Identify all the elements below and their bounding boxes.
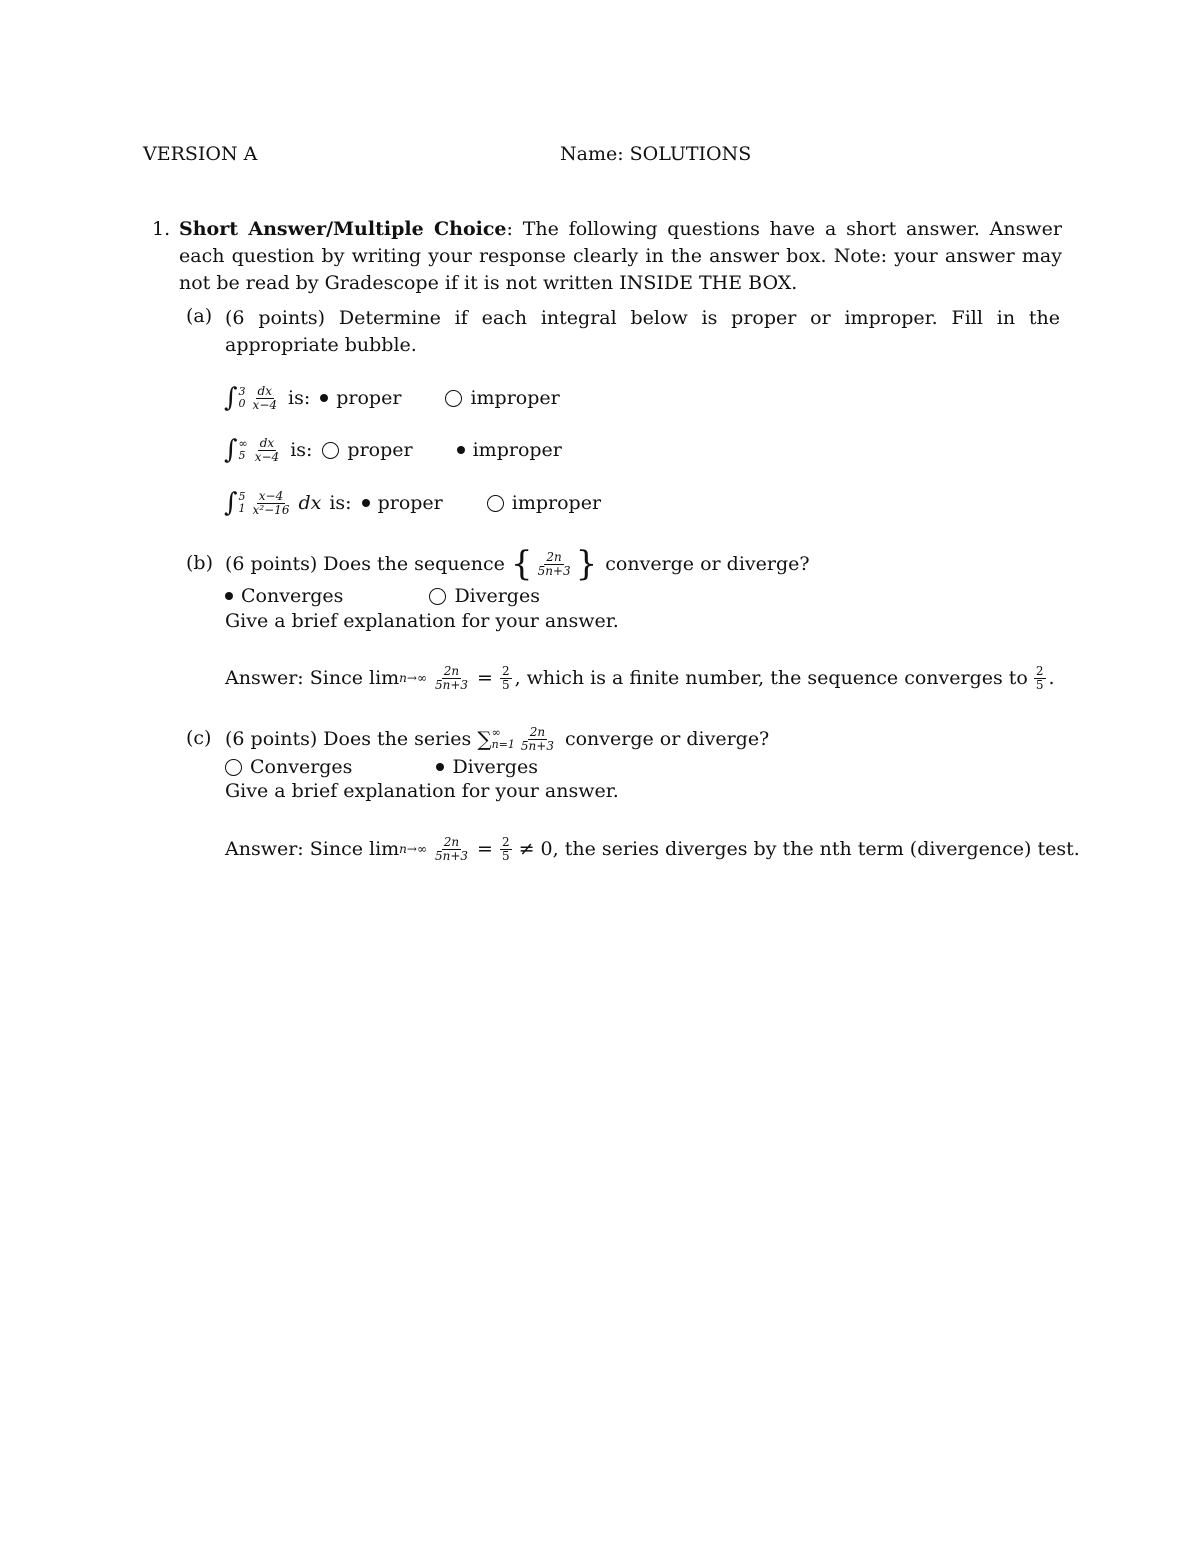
integral-row-1 (224, 381, 560, 415)
part-b-options (225, 583, 540, 609)
equals-sign: = (477, 838, 493, 860)
answer-text: Answer: Since lim (225, 838, 400, 860)
sum-icon: ∑ (477, 727, 492, 751)
bubble-converges-c[interactable]: Converges (225, 756, 352, 778)
part-c-label: (c) (186, 727, 212, 749)
empty-bubble-icon (429, 588, 446, 605)
bubble-improper-2[interactable]: improper (457, 439, 562, 461)
integral-3: ∫ 5 1 (224, 488, 246, 518)
empty-bubble-icon (225, 759, 242, 776)
part-c-explain: Give a brief explanation for your answer. (225, 780, 619, 802)
part-c-prompt (225, 722, 769, 756)
equals-sign: = (477, 667, 493, 689)
part-c-options (225, 754, 538, 780)
filled-bubble-icon (320, 394, 328, 402)
is-label: is: (329, 492, 352, 514)
is-label: is: (290, 439, 313, 461)
integral-row-3 (224, 486, 601, 520)
integral-row-2 (224, 433, 562, 467)
bubble-proper-3[interactable]: proper (362, 492, 443, 514)
part-b-label: (b) (186, 552, 213, 574)
integrand-2: $\frac{dx}{x-4}$ (254, 435, 280, 464)
version-label: VERSION A (143, 143, 258, 165)
part-b-prompt (225, 545, 810, 583)
limit-subscript: n→∞ (399, 842, 427, 856)
part-b-prompt-end: converge or diverge? (605, 553, 810, 575)
bubble-diverges-b[interactable]: Diverges (429, 585, 540, 607)
integrand-1: $\frac{dx}{x-4}$ (252, 383, 278, 412)
empty-bubble-icon (322, 442, 339, 459)
sum-limits: ∞ n=1 (491, 726, 515, 751)
empty-bubble-icon (445, 390, 462, 407)
dx-label: dx (298, 492, 322, 514)
bubble-proper-1[interactable]: proper (320, 387, 401, 409)
limit-subscript: n→∞ (399, 671, 427, 685)
sequence-fraction: $\frac{2n}{5n+3}$ (537, 549, 571, 578)
filled-bubble-icon (436, 763, 444, 771)
question-intro-text: : The following questions have a short answer. Answer each question by writing your response clearly in the answer box. Note: your answer may not be read by Gradescope if it is not written INSIDE THE BOX. (179, 218, 1062, 294)
answer-period: . (1048, 667, 1055, 689)
value-fraction: $\frac{2}{5}$ (501, 663, 510, 692)
answer-post-text: ≠ 0, the series diverges by the nth term (divergence) test. (518, 838, 1080, 860)
name-label: Name: SOLUTIONS (560, 143, 752, 165)
part-b-explain: Give a brief explanation for your answer. (225, 610, 619, 632)
bubble-improper-1[interactable]: improper (445, 387, 559, 409)
answer-fraction: $\frac{2n}{5n+3}$ (434, 663, 469, 692)
part-a-prompt: (6 points) Determine if each integral below is proper or improper. Fill in the appropriate bubble. (225, 307, 1060, 356)
part-b-answer (225, 661, 1055, 695)
part-a-label: (a) (186, 305, 213, 327)
part-b-prompt-text: (6 points) Does the sequence (225, 553, 505, 575)
series-fraction: $\frac{2n}{5n+3}$ (520, 724, 554, 753)
question-number: 1. (152, 218, 171, 240)
part-c-answer (225, 832, 1080, 866)
bubble-proper-2[interactable]: proper (322, 439, 412, 461)
filled-bubble-icon (457, 446, 465, 454)
part-c-prompt-text: (6 points) Does the series (225, 728, 472, 750)
right-brace: } (575, 544, 598, 584)
answer-fraction: $\frac{2n}{5n+3}$ (434, 834, 469, 863)
is-label: is: (288, 387, 311, 409)
bubble-converges-b[interactable]: Converges (225, 585, 343, 607)
question-title: Short Answer/Multiple Choice (179, 218, 507, 240)
question-1-intro (179, 216, 1062, 297)
bubble-diverges-c[interactable]: Diverges (436, 756, 538, 778)
limit-value-fraction: $\frac{2}{5}$ (1035, 663, 1044, 692)
filled-bubble-icon (225, 592, 233, 600)
question-1 (152, 216, 1062, 297)
left-brace: { (510, 544, 533, 584)
answer-text: Answer: Since lim (225, 667, 400, 689)
value-fraction: $\frac{2}{5}$ (501, 834, 510, 863)
part-c-prompt-end: converge or diverge? (564, 728, 770, 750)
integral-2: ∫ ∞ 5 (224, 435, 248, 465)
bubble-improper-3[interactable]: improper (487, 492, 601, 514)
answer-mid-text: , which is a finite number, the sequence converges to (514, 667, 1028, 689)
filled-bubble-icon (362, 499, 370, 507)
integral-1: ∫ 3 0 (224, 383, 246, 413)
empty-bubble-icon (487, 495, 504, 512)
integrand-3: $\frac{x-4}{\text{x²−16}}$ (252, 488, 290, 517)
